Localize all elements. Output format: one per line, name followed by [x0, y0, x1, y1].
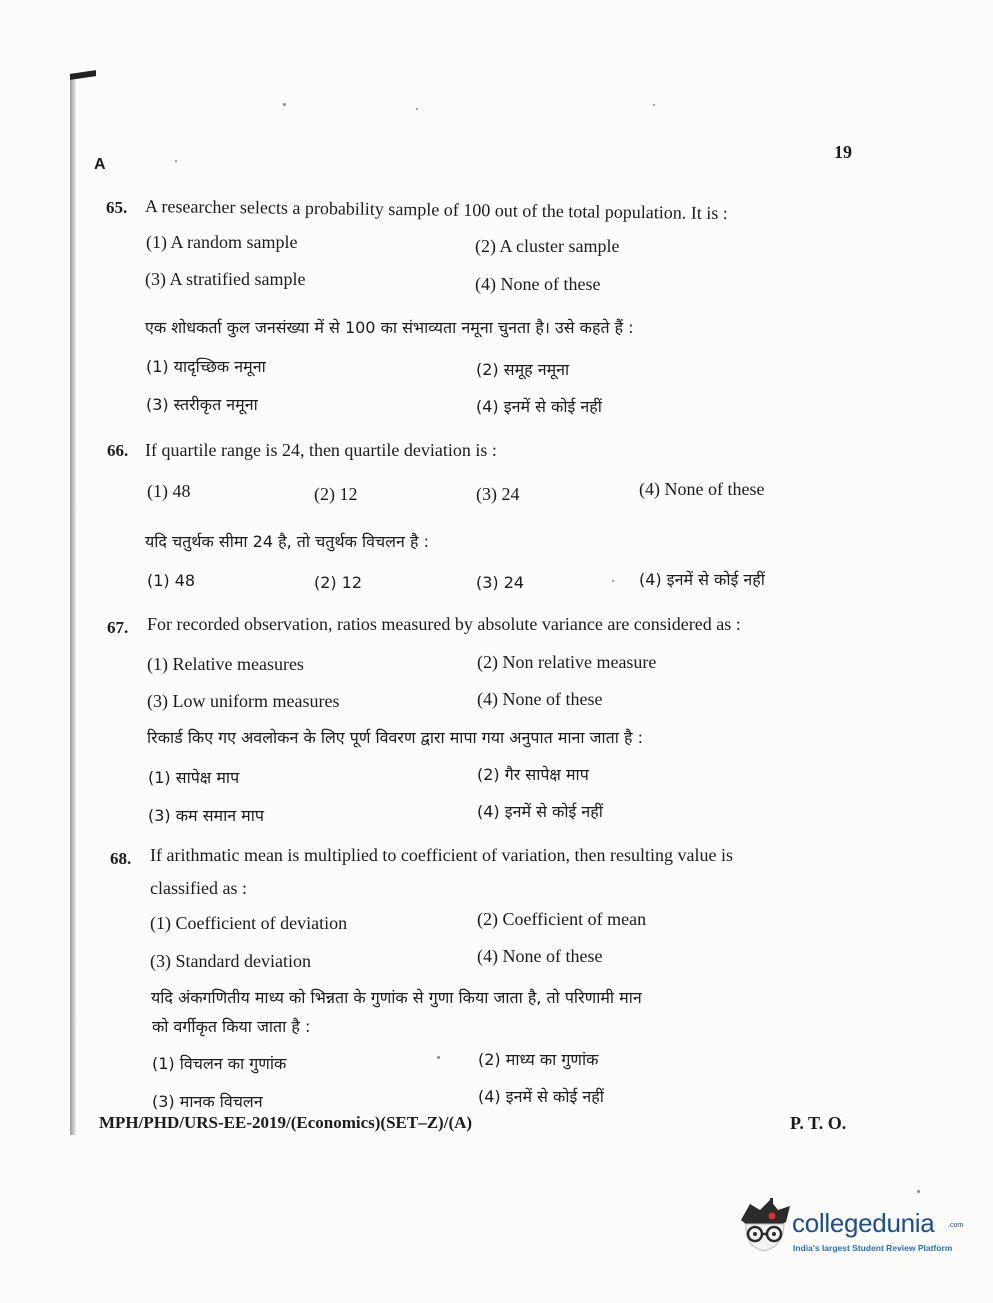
question-text-english: A researcher selects a probability sample of 100 out of the total population. It is : — [144, 196, 728, 224]
scan-corner-mark — [70, 70, 96, 80]
option-english: (3) A stratified sample — [145, 269, 306, 289]
option-english: (4) None of these — [639, 479, 765, 499]
option-english: (2) Coefficient of mean — [477, 909, 647, 929]
question-text-english: classified as : — [150, 878, 247, 898]
question-text-hindi: यदि चतुर्थक सीमा 24 है, तो चतुर्थक विचलन है : — [145, 532, 429, 551]
option-hindi: (1) यादृच्छिक नमूना — [146, 357, 266, 376]
option-hindi: (3) मानक विचलन — [152, 1092, 263, 1111]
option-english: (1) A random sample — [146, 232, 298, 252]
option-english: (3) Standard deviation — [150, 951, 311, 971]
option-hindi: (3) कम समान माप — [148, 806, 264, 825]
option-english: (4) None of these — [477, 946, 603, 966]
question-text-english: If quartile range is 24, then quartile deviation is : — [145, 440, 497, 460]
option-english: (4) None of these — [475, 274, 601, 294]
question-text-english: If arithmatic mean is multiplied to coefficient of variation, then resulting value is — [150, 845, 733, 865]
scan-speck — [653, 104, 655, 106]
scan-speck — [612, 580, 614, 582]
option-english: (2) Non relative measure — [477, 652, 657, 672]
option-english: (3) 24 — [476, 484, 520, 504]
option-english: (3) Low uniform measures — [147, 691, 340, 711]
option-hindi: (2) समूह नमूना — [476, 360, 570, 379]
watermark-brand: collegedunia — [792, 1208, 935, 1238]
option-english: (1) 48 — [147, 481, 191, 501]
question-number: 68. — [110, 849, 132, 868]
option-hindi: (4) इनमें से कोई नहीं — [476, 397, 602, 416]
scan-speck — [917, 1190, 920, 1193]
option-english: (4) None of these — [477, 689, 603, 709]
question-number: 67. — [107, 618, 129, 637]
please-turn-over: P. T. O. — [790, 1113, 847, 1133]
option-english: (2) 12 — [314, 484, 358, 504]
option-hindi: (1) विचलन का गुणांक — [152, 1054, 287, 1073]
question-text-hindi: रिकार्ड किए गए अवलोकन के लिए पूर्ण विवरण द्वारा मापा गया अनुपात माना जाता है : — [147, 728, 643, 747]
option-english: (2) A cluster sample — [475, 236, 620, 256]
option-hindi: (3) 24 — [476, 573, 525, 592]
question-number: 66. — [107, 441, 129, 460]
scan-speck — [283, 103, 286, 106]
scan-speck — [437, 1056, 440, 1059]
question-text-english: For recorded observation, ratios measured by absolute variance are considered as : — [147, 614, 741, 634]
option-english: (1) Relative measures — [147, 654, 304, 674]
option-hindi: (4) इनमें से कोई नहीं — [477, 802, 603, 821]
paper-code: MPH/PHD/URS-EE-2019/(Economics)(SET–Z)/(A) — [99, 1113, 473, 1132]
option-hindi: (2) 12 — [314, 573, 363, 592]
scan-speck — [416, 108, 418, 110]
scan-speck — [175, 160, 177, 162]
set-letter: A — [94, 156, 106, 173]
option-hindi: (3) स्तरीकृत नमूना — [146, 395, 258, 414]
question-text-hindi: यदि अंकगणितीय माध्य को भिन्नता के गुणांक से गुणा किया जाता है, तो परिणामी मान — [151, 988, 642, 1007]
option-hindi: (4) इनमें से कोई नहीं — [478, 1087, 604, 1106]
option-english: (1) Coefficient of deviation — [150, 913, 348, 933]
watermark-tagline: India's largest Student Review Platform — [793, 1243, 953, 1253]
question-number: 65. — [106, 198, 128, 217]
option-hindi: (1) 48 — [147, 571, 196, 590]
option-hindi: (4) इनमें से कोई नहीं — [639, 570, 765, 589]
page-number: 19 — [834, 142, 852, 162]
question-text-hindi: को वर्गीकृत किया जाता है : — [152, 1017, 311, 1036]
question-text-hindi: एक शोधकर्ता कुल जनसंख्या में से 100 का संभाव्यता नमूना चुनता है। उसे कहते हैं : — [145, 318, 634, 337]
option-hindi: (2) गैर सापेक्ष माप — [477, 765, 589, 784]
option-hindi: (1) सापेक्ष माप — [148, 768, 240, 787]
option-hindi: (2) माध्य का गुणांक — [478, 1050, 599, 1069]
scan-edge-shadow — [70, 75, 76, 1135]
watermark-suffix: .com — [948, 1222, 964, 1229]
